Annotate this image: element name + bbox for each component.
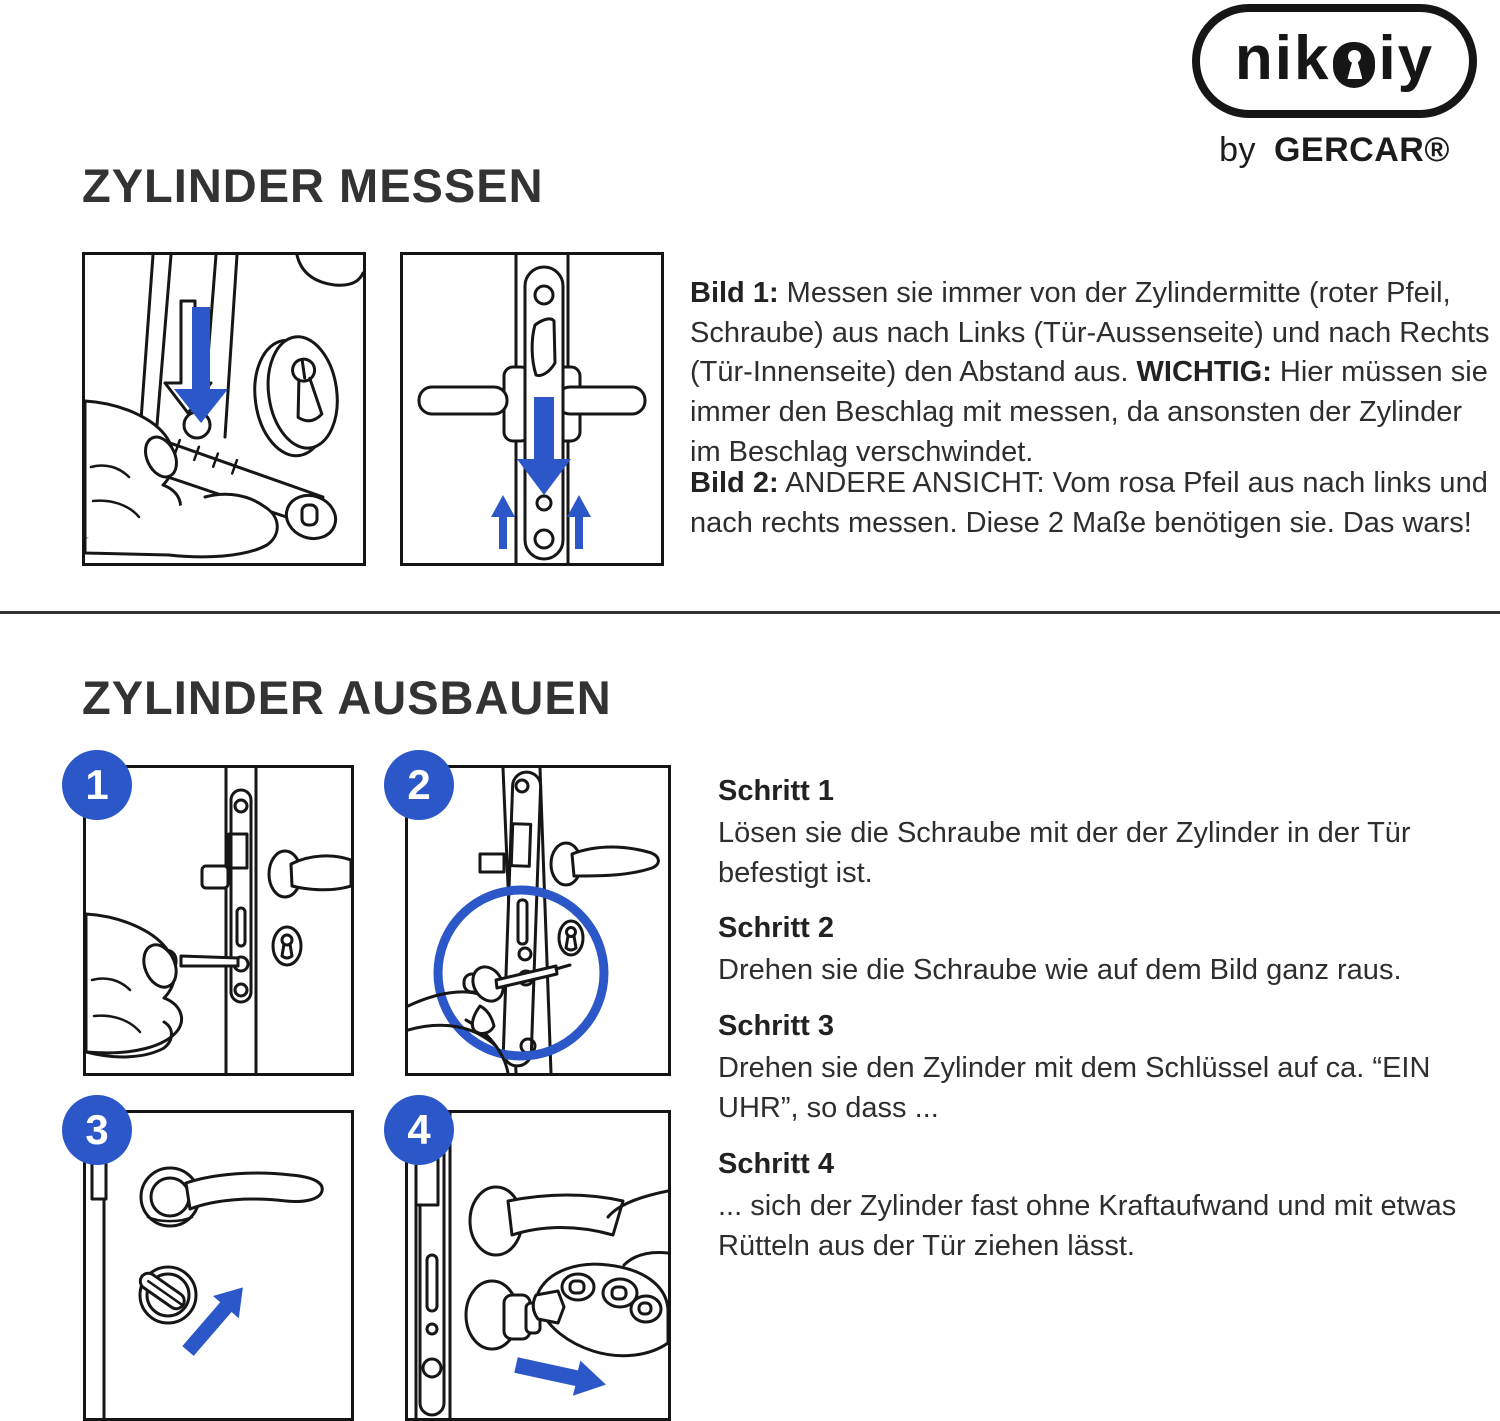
- figure-faceplate-view: [400, 252, 664, 566]
- door-handle: [572, 847, 658, 876]
- step3-number-badge: 3: [62, 1095, 132, 1165]
- handle-neck: [508, 1195, 623, 1235]
- step3-description: Drehen sie den Zylinder mit dem Schlüssel auf ca. “EIN UHR”, so dass ...: [718, 1052, 1431, 1124]
- door-handle: [291, 856, 351, 890]
- hand: [408, 961, 509, 1073]
- step4-text: [718, 1148, 1488, 1266]
- door-handle: [186, 1173, 322, 1209]
- figure-step1-unscrew: [83, 761, 354, 1076]
- figure-step2-remove-screw: [405, 761, 671, 1076]
- step2-title: Schritt 2: [718, 912, 835, 944]
- bild1-paragraph: Bild 1: Messen sie immer von der Zylindermitte (roter Pfeil, Schraube) aus nach Links (Tür-Aussenseite) und nach Rechts (Tür-Innenseite) den Abstand aus. WICHTIG: Hier müssen sie immer den Beschlag mit messen, da ansonsten der Zylinder im Beschlag verschwindet.: [690, 277, 1490, 468]
- brand-byline: [1192, 131, 1477, 170]
- logo-text-post: iy: [1378, 24, 1435, 93]
- measure-ruler-illustration: [85, 255, 363, 563]
- keyhole-icon: [1333, 42, 1375, 88]
- step3-title: Schritt 3: [718, 1010, 835, 1042]
- step4-number-badge: 4: [384, 1095, 454, 1165]
- step3-text: [718, 1010, 1488, 1128]
- logo-text-pre: nik: [1234, 24, 1331, 93]
- byline-name: GERCAR®: [1273, 131, 1450, 169]
- key-grip: [533, 1291, 564, 1323]
- step1-number-badge: 1: [62, 750, 132, 820]
- step2-number-badge: 2: [384, 750, 454, 820]
- brand-logo: [1192, 4, 1477, 118]
- hand: [86, 914, 182, 1057]
- remove-heading: ZYLINDER AUSBAUEN: [82, 671, 612, 724]
- step2-description: Drehen sie die Schraube wie auf dem Bild ganz raus.: [718, 954, 1402, 986]
- figure-step4-pull-cylinder: [405, 1106, 671, 1421]
- handle-spindle-right: [557, 387, 645, 414]
- step2-text: [718, 912, 1488, 991]
- figure-measure-ruler: [82, 252, 366, 566]
- step4-illustration: [408, 1113, 668, 1418]
- step1-description: Lösen sie die Schraube mit der der Zylinder in der Tür befestigt ist.: [718, 817, 1411, 889]
- step1-illustration: [86, 768, 351, 1073]
- bild1-label: Bild 1:: [690, 277, 779, 309]
- step4-description: ... sich der Zylinder fast ohne Kraftaufwand und mit etwas Rütteln aus der Tür ziehen lässt.: [718, 1190, 1457, 1262]
- handle-spindle-left: [419, 387, 507, 414]
- loose-screw: [472, 1006, 494, 1033]
- step1-title: Schritt 1: [718, 775, 835, 807]
- hand: [533, 1264, 668, 1356]
- section-divider: [0, 611, 1500, 614]
- arrow-up-right-small-icon: [567, 495, 591, 549]
- wichtig-label: WICHTIG:: [1136, 356, 1272, 389]
- figure-step3-turn-key: [83, 1106, 354, 1421]
- byline-prefix: by: [1219, 131, 1257, 169]
- lock-faceplate: [503, 772, 541, 1067]
- faceplate-illustration: [403, 255, 661, 563]
- logo-wordmark: [1234, 24, 1435, 93]
- arrow-right-icon: [514, 1357, 606, 1396]
- step2-illustration: [408, 768, 668, 1073]
- measure-heading: ZYLINDER MESSEN: [82, 159, 544, 212]
- step3-illustration: [86, 1113, 351, 1418]
- keyhole-escutcheon: [247, 332, 345, 460]
- step1-text: [718, 775, 1488, 893]
- bild2-label: Bild 2:: [690, 467, 779, 499]
- arrow-up-left-small-icon: [491, 495, 515, 549]
- step4-title: Schritt 4: [718, 1148, 835, 1180]
- bild2-paragraph: Bild 2: ANDERE ANSICHT: Vom rosa Pfeil aus nach links und nach rechts messen. Diese 2 Maße benötigen sie. Das wars!: [690, 467, 1488, 539]
